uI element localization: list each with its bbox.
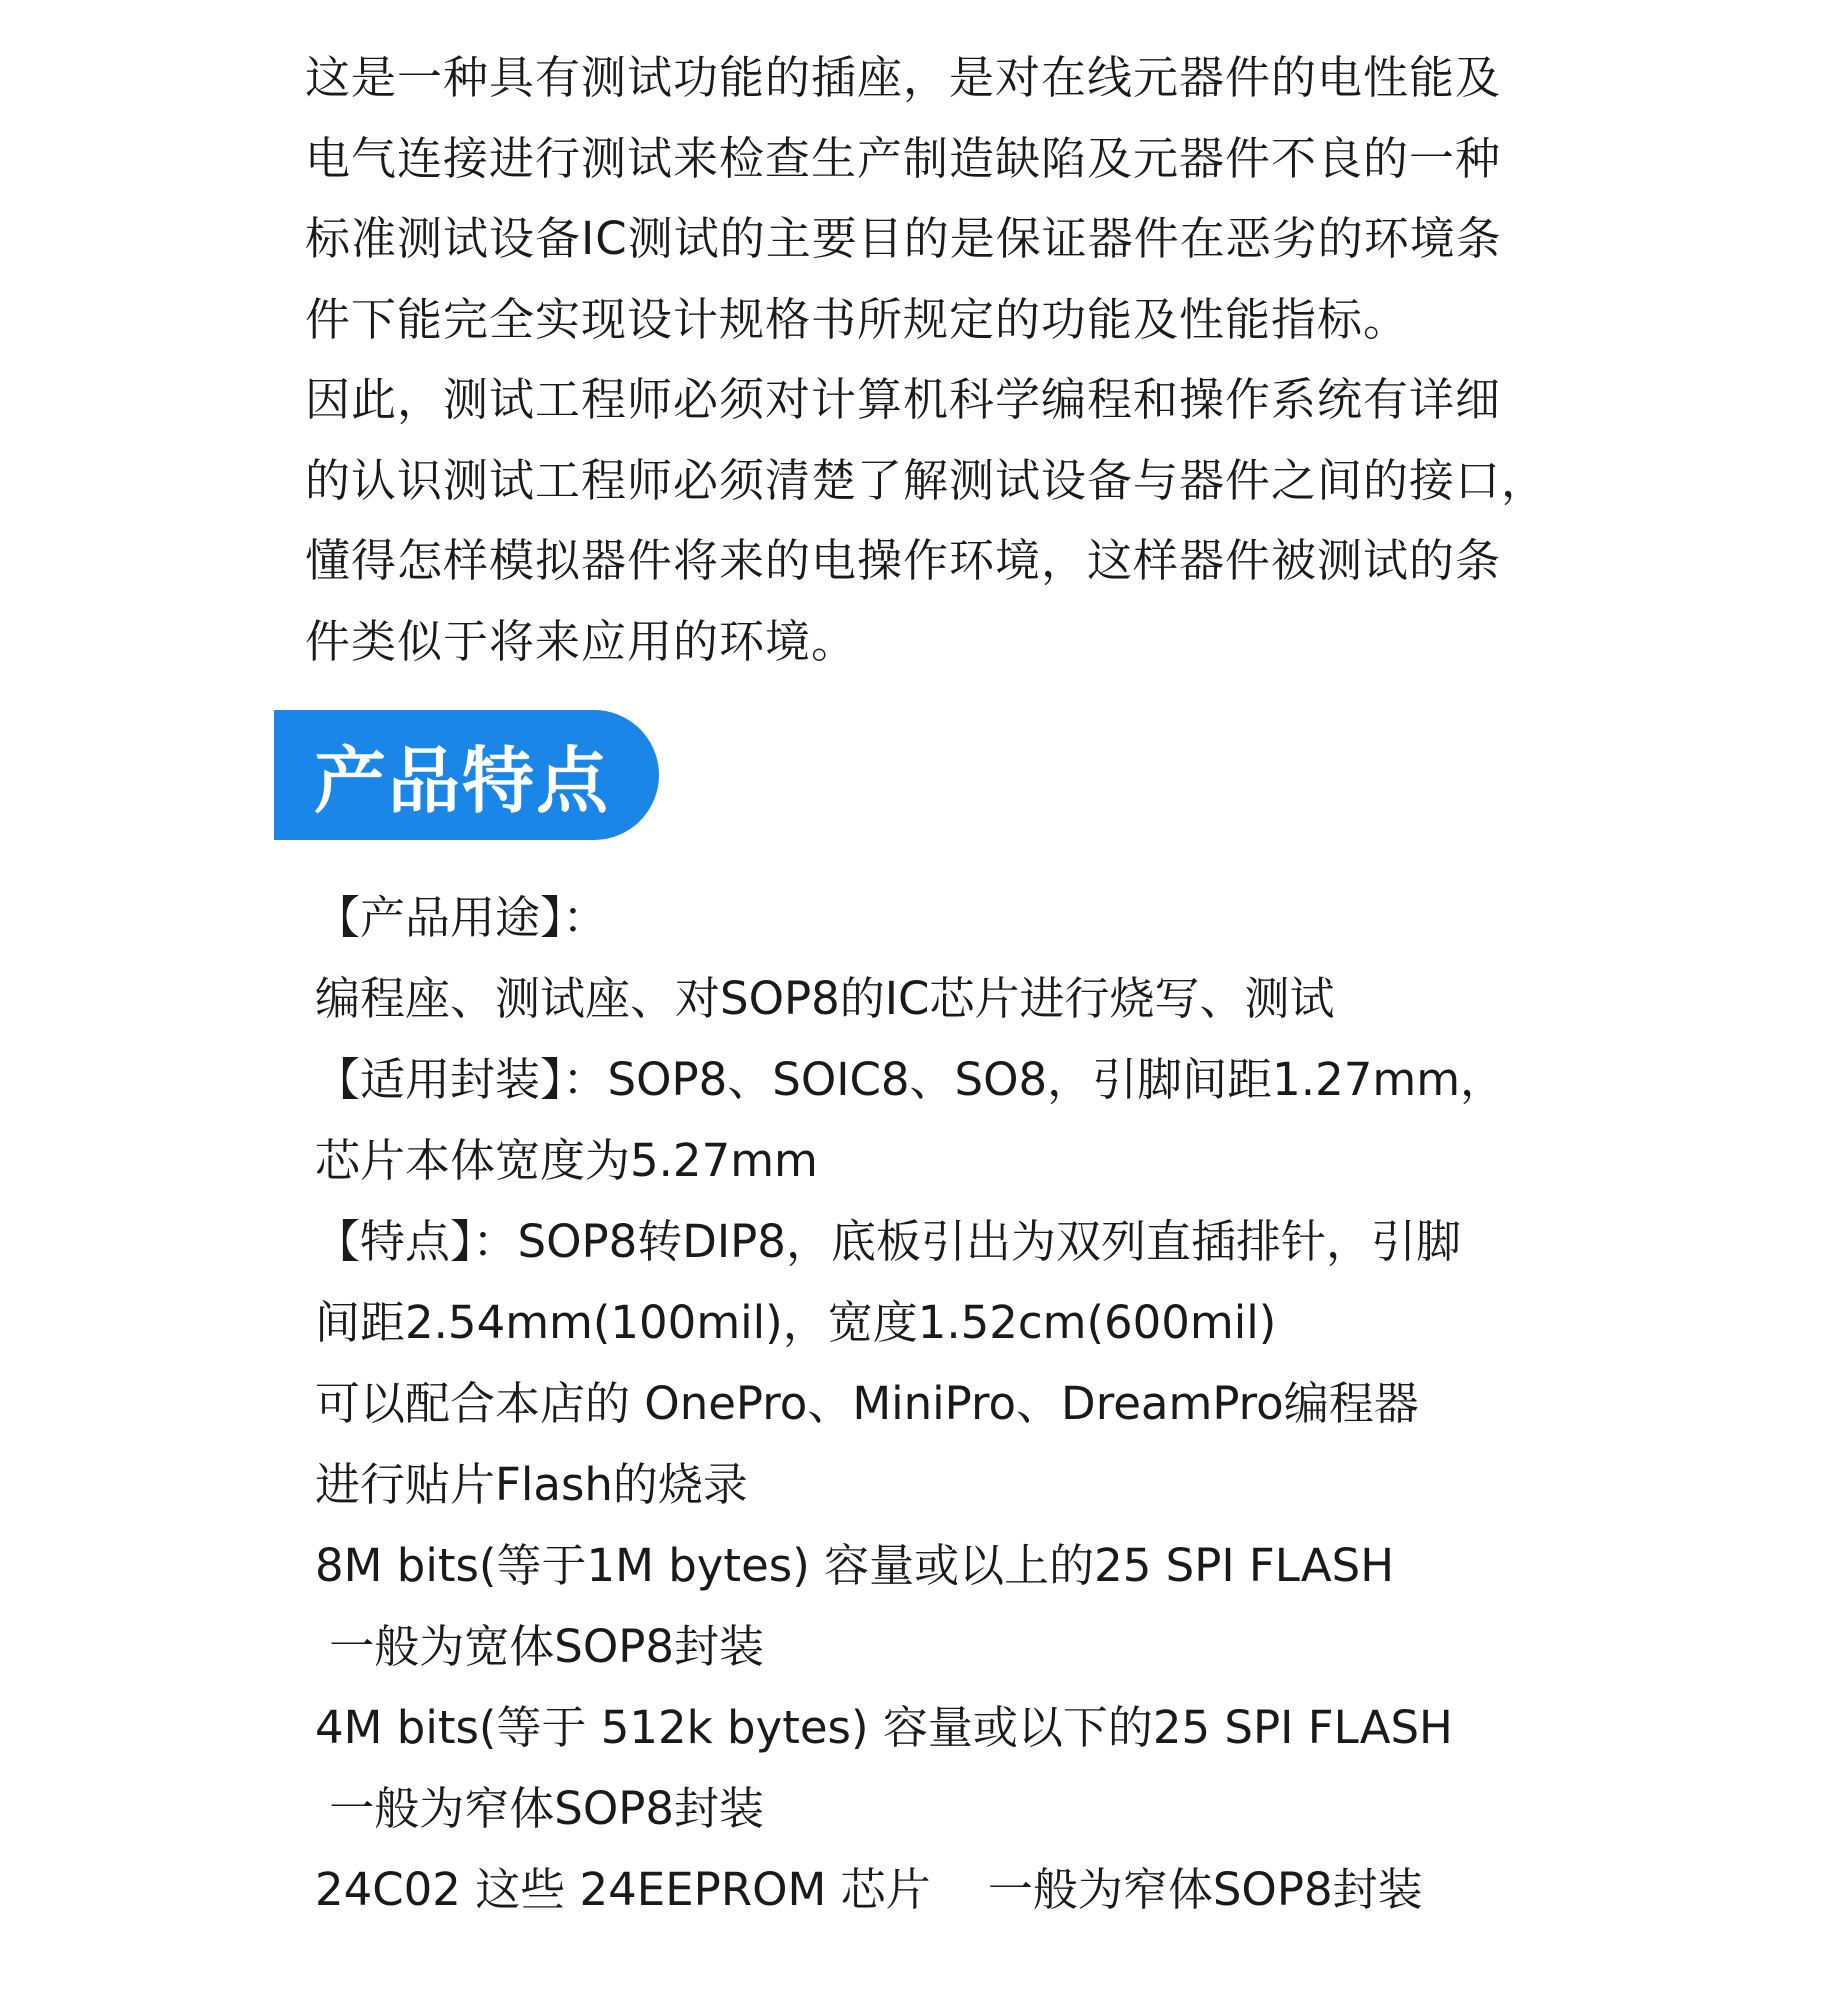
intro-line: 的认识测试工程师必须清楚了解测试设备与器件之间的接口， [305,453,1548,507]
feature-line: 24C02 这些 24EEPROM 芯片 一般为窄体SOP8封装 [315,1863,1423,1916]
section-header-tab [274,710,659,840]
feature-line: 编程座、测试座、对SOP8的IC芯片进行烧写、测试 [315,972,1335,1025]
intro-line: 懂得怎样模拟器件将来的电操作环境，这样器件被测试的条 [305,534,1502,587]
intro-paragraph [305,38,1565,682]
intro-line: 这是一种具有测试功能的插座，是对在线元器件的电性能及 [305,51,1502,104]
feature-line: 【产品用途】： [315,891,608,944]
intro-line: 电气连接进行测试来检查生产制造缺陷及元器件不良的一种 [305,131,1502,185]
feature-line: 进行贴片Flash的烧录 [315,1458,748,1511]
feature-line: 芯片本体宽度为5.27mm [315,1134,818,1187]
intro-line: 因此，测试工程师必须对计算机科学编程和操作系统有详细 [305,373,1502,426]
feature-line: 一般为窄体SOP8封装 [315,1782,765,1835]
intro-line: 标准测试设备IC测试的主要目的是保证器件在恶劣的环境条 [305,212,1502,265]
intro-line: 件类似于将来应用的环境。 [305,614,858,668]
feature-line: 8M bits(等于1M bytes) 容量或以上的25 SPI FLASH [315,1539,1395,1592]
feature-line: 【适用封装】：SOP8、SOIC8、SO8，引脚间距1.27mm， [315,1053,1506,1106]
feature-line: 可以配合本店的 OnePro、MiniPro、DreamPro编程器 [315,1377,1419,1430]
feature-line: 4M bits(等于 512k bytes) 容量或以下的25 SPI FLASH [315,1701,1453,1754]
section-title: 产品特点 [314,739,611,823]
feature-line: 间距2.54mm(100mil)，宽度1.52cm(600mil) [315,1296,1277,1349]
feature-line: 【特点】：SOP8转DIP8，底板引出为双列直插排针，引脚 [315,1215,1461,1268]
intro-line: 件下能完全实现设计规格书所规定的功能及性能指标。 [305,292,1410,346]
feature-line: 一般为宽体SOP8封装 [315,1620,765,1673]
features-list [315,877,1595,1930]
